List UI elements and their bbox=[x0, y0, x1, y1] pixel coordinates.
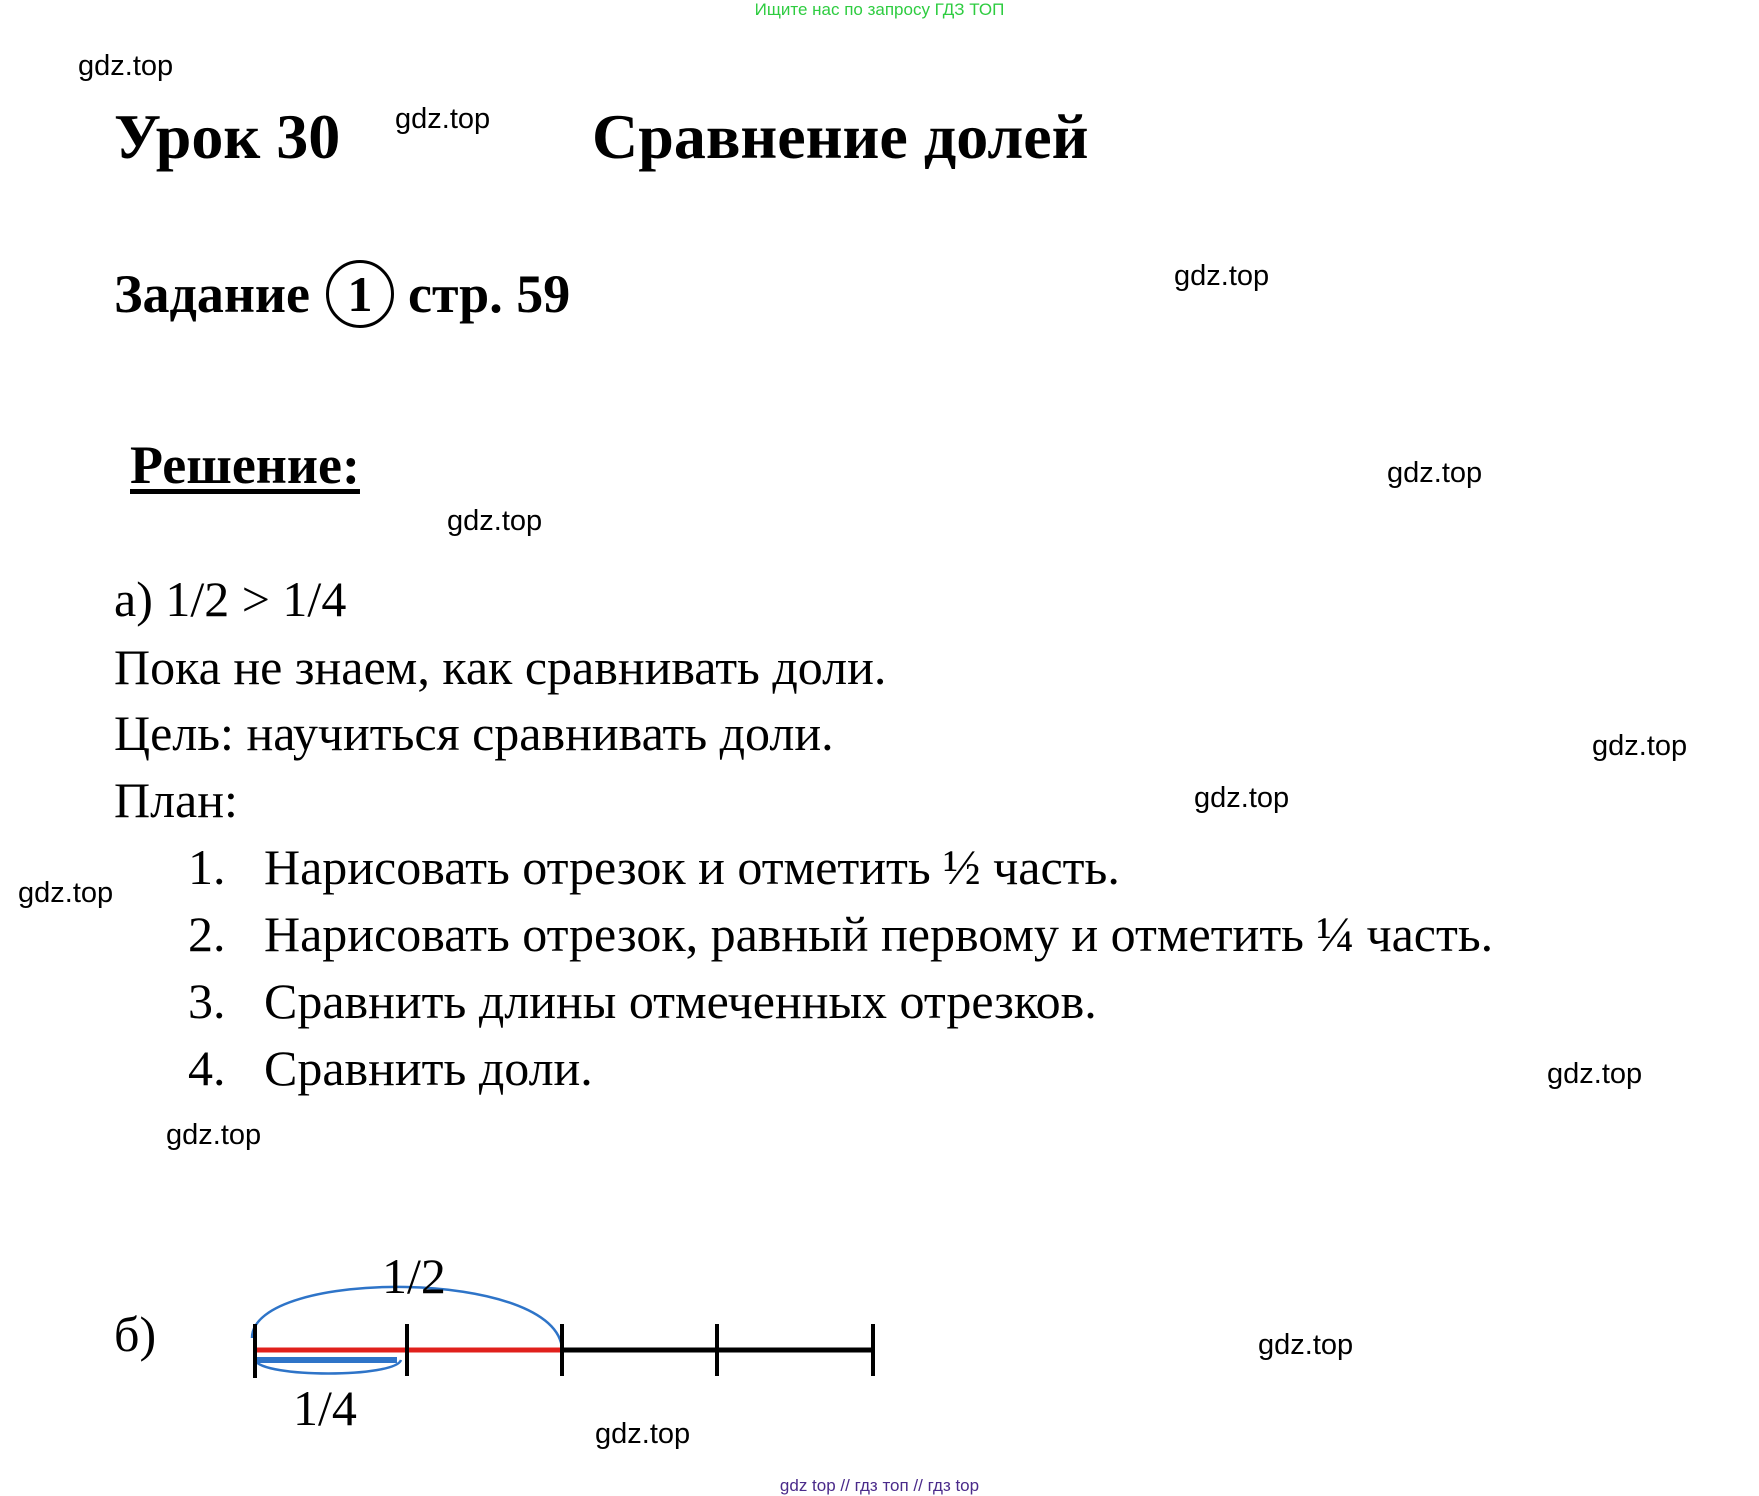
task-number-circle: 1 bbox=[326, 260, 394, 328]
plan-item-number: 4. bbox=[188, 1040, 226, 1096]
watermark: gdz.top bbox=[78, 50, 174, 82]
solution-heading: Решение: bbox=[130, 435, 360, 495]
watermark: gdz.top bbox=[18, 877, 114, 909]
watermark: gdz.top bbox=[1387, 457, 1483, 489]
watermark: gdz.top bbox=[1174, 260, 1270, 292]
comparison-line: а) 1/2 > 1/4 bbox=[114, 571, 347, 627]
plan-label: План: bbox=[114, 772, 238, 828]
half-label: 1/2 bbox=[382, 1248, 446, 1304]
plan-item-number: 1. bbox=[188, 839, 226, 895]
watermark: gdz.top bbox=[1547, 1058, 1643, 1090]
quarter-label: 1/4 bbox=[293, 1380, 357, 1436]
watermark: gdz.top bbox=[1194, 782, 1290, 814]
watermark: gdz.top bbox=[1592, 730, 1688, 762]
plan-item-text: Сравнить доли. bbox=[264, 1040, 593, 1096]
plan-item-text: Сравнить длины отмеченных отрезков. bbox=[264, 973, 1097, 1029]
goal-line: Цель: научиться сравнивать доли. bbox=[114, 705, 834, 761]
watermark: gdz.top bbox=[1258, 1329, 1354, 1361]
plan-item-number: 3. bbox=[188, 973, 226, 1029]
footer-links: gdz top // гдз топ // гдз top bbox=[779, 1476, 980, 1495]
task-word: Задание bbox=[114, 264, 311, 324]
search-hint-banner: Ищите нас по запросу ГДЗ ТОП bbox=[754, 0, 1005, 19]
watermark: gdz.top bbox=[166, 1119, 262, 1151]
watermark: gdz.top bbox=[395, 103, 491, 135]
topic-title: Сравнение долей bbox=[592, 101, 1089, 172]
plan-item-text: Нарисовать отрезок и отметить ½ часть. bbox=[264, 839, 1120, 895]
plan-item-text: Нарисовать отрезок, равный первому и отметить ¼ часть. bbox=[264, 906, 1494, 962]
text-line: Пока не знаем, как сравнивать доли. bbox=[114, 639, 887, 695]
watermark: gdz.top bbox=[447, 505, 543, 537]
plan-item-number: 2. bbox=[188, 906, 226, 962]
watermark: gdz.top bbox=[595, 1418, 691, 1450]
part-b-label: б) bbox=[114, 1306, 157, 1362]
lesson-title: Урок 30 bbox=[114, 101, 341, 172]
task-page: стр. 59 bbox=[408, 264, 571, 324]
